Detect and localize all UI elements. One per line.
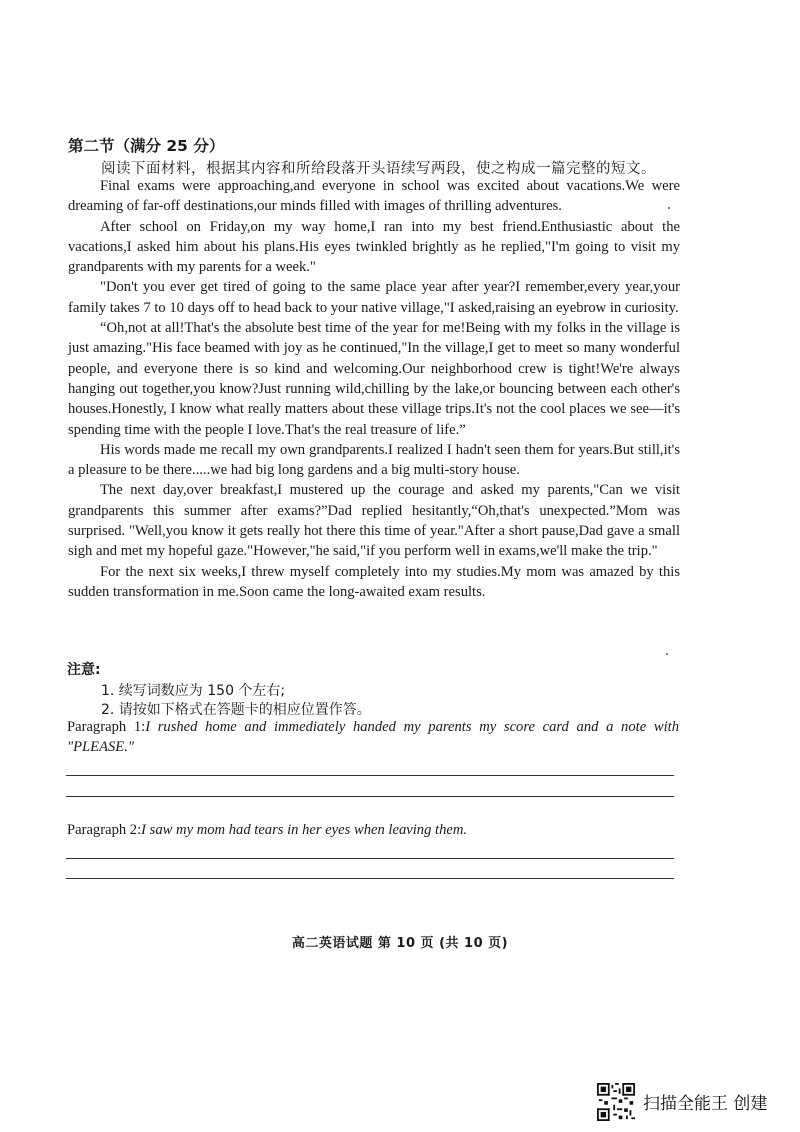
section-title: 第二节（满分 25 分）	[68, 137, 225, 155]
paragraph-2-label: Paragraph 2:	[67, 822, 142, 838]
qr-code-icon	[597, 1083, 635, 1121]
paragraph-2-prompt	[67, 820, 679, 840]
scan-speck	[668, 207, 670, 209]
answer-line	[66, 858, 674, 859]
paragraph-1-label: Paragraph 1:	[67, 719, 146, 735]
answer-line	[66, 775, 674, 776]
story-paragraph: After school on Friday,on my way home,I ran into my best friend.Enthusiastic about the vacations,I asked him about his plans.His eyes twinkled brightly as he replied,"I'm going to visit my grandparents with my parents for a week."	[68, 218, 680, 276]
story-paragraph: For the next six weeks,I threw myself completely into my studies.My mom was amazed by this sudden transformation in me.Soon came the long-awaited exam results.	[68, 563, 680, 600]
note-item: 1. 续写词数应为 150 个左右;	[101, 683, 286, 699]
notes-title: 注意:	[67, 662, 101, 678]
section-instruction: 阅读下面材料，根据其内容和所给段落开头语续写两段，使之构成一篇完整的短文。	[101, 161, 656, 177]
answer-line	[66, 878, 674, 879]
note-item: 2. 请按如下格式在答题卡的相应位置作答。	[101, 702, 371, 718]
paragraph-1-text: I rushed home and immediately handed my parents my score card and a note with "PLEASE."	[67, 719, 679, 756]
answer-line	[66, 796, 674, 797]
story-paragraph: “Oh,not at all!That's the absolute best time of the year for me!Being with my folks in the village is just amazing."His face beamed with joy as he continued,"In the village,I get to meet so many wonderful people, and everyone there is so kind and welcoming.Our neighborhood crew is tight!We're always hanging out together,you know?Just running wild,chilling by the lake,or bouncing between each other's houses.Honestly, I know what really matters about these village trips.It's not the cool places we see—it's spending time with the people I love.That's the real treasure of life.”	[68, 320, 680, 438]
paragraph-1-prompt	[67, 717, 679, 758]
story-text	[68, 176, 680, 602]
story-paragraph: Final exams were approaching,and everyone in school was excited about vacations.We were dreaming of far-off destinations,our minds filled with images of thrilling adventures.	[68, 178, 680, 215]
page-footer: 高二英语试题 第 10 页 (共 10 页)	[291, 936, 509, 951]
story-paragraph: His words made me recall my own grandparents.I realized I hadn't seen them for years.But still,it's a pleasure to be there.....we had big long gardens and a big multi-story house.	[68, 441, 680, 479]
story-paragraph: "Don't you ever get tired of going to the same place year after year?I remember,every year,your family takes 7 to 10 days off to head back to your native village,"I asked,raising an eyebrow in curiosity.	[68, 279, 680, 316]
scanner-watermark: 扫描全能王 创建	[643, 1094, 768, 1114]
story-paragraph: The next day,over breakfast,I mustered up the courage and asked my parents,"Can we visit grandparents this summer after exams?”Dad replied hesitantly,“Oh,that's unexpected.”Mom was surprised. "Well,you know it gets really hot there this time of year."After a short pause,Dad gave a small sigh and met my hopeful gaze."However,"he said,"if you perform well in exams,we'll make the trip."	[68, 482, 680, 560]
scan-speck	[666, 653, 668, 655]
paragraph-2-text: I saw my mom had tears in her eyes when leaving them.	[141, 822, 468, 838]
